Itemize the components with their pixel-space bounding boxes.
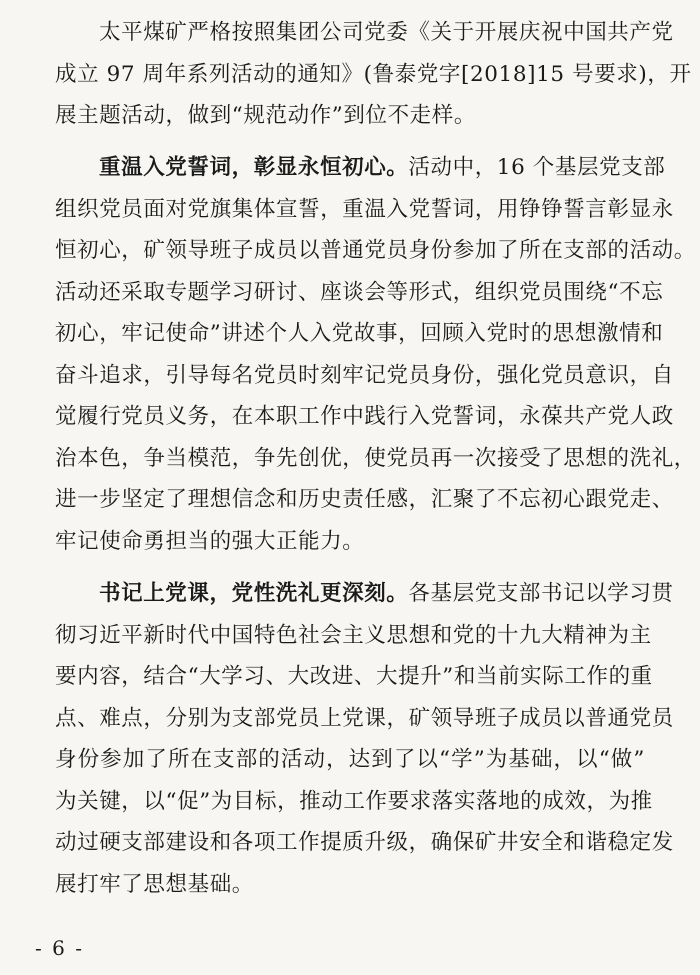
paragraph-oath: [55, 147, 696, 562]
text-line: 奋斗追求，引导每名党员时刻牢记党员身份，强化党员意识，自: [55, 362, 674, 388]
paragraph-lead-heading: 书记上党课，党性洗礼更深刻。: [99, 581, 409, 606]
text-line: 要内容，结合“大学习、大改进、大提升”和当前实际工作的重: [55, 664, 653, 689]
text-line: 展主题活动，做到“规范动作”到位不走样。: [55, 103, 476, 128]
text-line: 觉履行党员义务，在本职工作中践行入党誓词，永葆共产党人政: [55, 404, 674, 429]
text-line: 初心，牢记使命”讲述个人入党故事，回顾入党时的思想激情和: [55, 321, 664, 346]
text-line: 彻习近平新时代中国特色社会主义思想和党的十九大精神为主: [55, 622, 652, 648]
text-line: 书记上党课，党性洗礼更深刻。各基层党支部书记以学习贯: [99, 581, 674, 606]
text-line: 重温入党誓词，彰显永恒初心。活动中，16 个基层党支部: [99, 155, 666, 180]
text-line: 恒初心，矿领导班子成员以普通党员身份参加了所在支部的活动。: [55, 238, 696, 263]
text-line: 为关键，以“促”为目标，推动工作要求落实落地的成效，为推: [55, 788, 653, 814]
text-line: 成立 97 周年系列活动的通知》(鲁泰党字[2018]15 号要求)，开: [55, 61, 692, 87]
text-line: 组织党员面对党旗集体宣誓，重温入党誓词，用铮铮誓言彰显永: [55, 196, 674, 222]
text-line: 活动还采取专题学习研讨、座谈会等形式，组织党员围绕“不忘: [55, 279, 664, 305]
paragraph-lead-heading: 重温入党誓词，彰显永恒初心。: [99, 155, 409, 180]
text-line: 点、难点，分别为支部党员上党课，矿领导班子成员以普通党员: [55, 705, 674, 731]
page-number: - 6 -: [35, 936, 84, 960]
text-line: 太平煤矿严格按照集团公司党委《关于开展庆祝中国共产党: [99, 20, 674, 45]
text-line: 展打牢了思想基础。: [55, 871, 254, 897]
text-line: 进一步坚定了理想信念和历史责任感，汇聚了不忘初心跟党走、: [55, 487, 674, 512]
text-line: 牢记使命勇担当的强大正能力。: [55, 528, 365, 554]
text-line: 身份参加了所在支部的活动，达到了以“学”为基础，以“做”: [55, 747, 645, 772]
paragraph-intro: [55, 12, 692, 137]
text-line: 治本色，争当模范，争先创优，使党员再一次接受了思想的洗礼，: [55, 445, 696, 471]
paragraph-party-lecture: [55, 573, 674, 905]
text-line: 动过硬支部建设和各项工作提质升级，确保矿井安全和谐稳定发: [55, 830, 674, 855]
